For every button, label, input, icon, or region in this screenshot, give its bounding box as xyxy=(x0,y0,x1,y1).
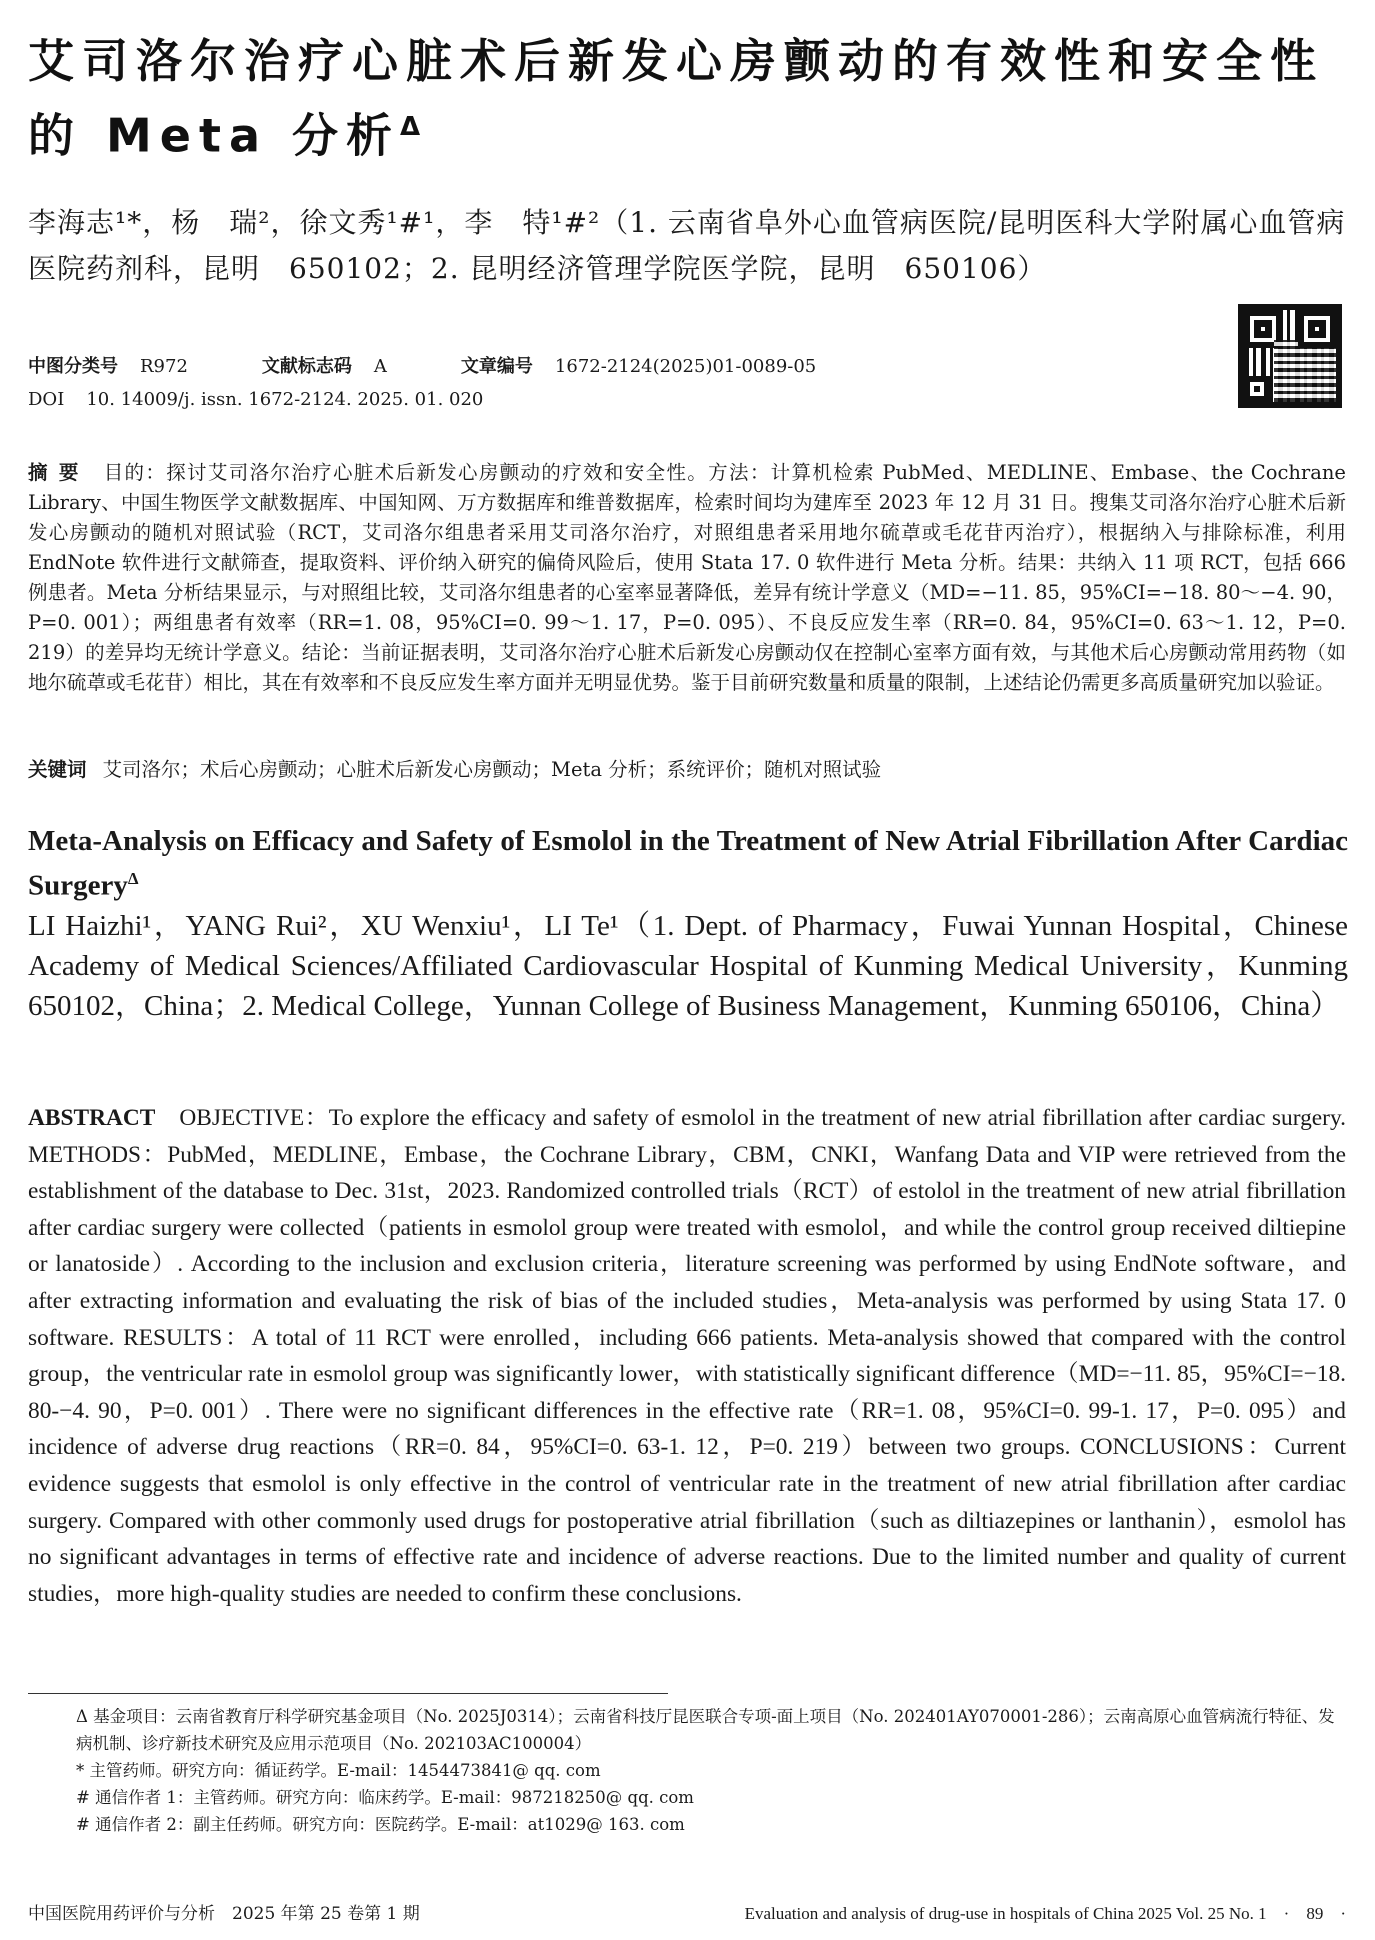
classification-row xyxy=(28,354,816,380)
chinese-authors-affiliations: 李海志¹*，杨 瑞²，徐文秀¹#¹，李 特¹#²（1. 云南省阜外心血管病医院/昆明医科大学附属心血管病医院药剂科，昆明 650102；2. 昆明经济管理学院医学院，昆明 650106） xyxy=(28,206,1346,285)
chinese-abstract-text: 目的：探讨艾司洛尔治疗心脏术后新发心房颤动的疗效和安全性。方法：计算机检索 PubMed、MEDLINE、Embase、the Cochrane Library、中国生物医学文献数据库、中国知网、万方数据库和维普数据库，检索时间均为建库至 2023 年 12 月 31 日。搜集艾司洛尔治疗心脏术后新发心房颤动的随机对照试验（RCT，艾司洛尔组患者采用艾司洛尔治疗，对照组患者采用地尔硫䓬或毛花苷丙治疗），根据纳入与排除标准，利用 EndNote 软件进行文献筛查，提取资料、评价纳入研究的偏倚风险后，使用 Stata 17. 0 软件进行 Meta 分析。结果：共纳入 11 项 RCT，包括 666 例患者。Meta 分析结果显示，与对照组比较，艾司洛尔组患者的心室率显著降低，差异有统计学意义（MD=−11. 85，95%CI=−18. 80～−4. 90，P=0. 001）；两组患者有效率（RR=1. 08，95%CI=0. 99～1. 17，P=0. 095）、不良反应发生率（RR=0. 84，95%CI=0. 63～1. 12，P=0. 219）的差异均无统计学意义。结论：当前证据表明，艾司洛尔治疗心脏术后新发心房颤动仅在控制心室率方面有效，与其他术后心房颤动常用药物（如地尔硫䓬或毛花苷）相比，其在有效率和不良反应发生率方面并无明显优势。鉴于目前研究数量和质量的限制，上述结论仍需更多高质量研究加以验证。 xyxy=(28,461,1346,694)
chinese-title-fund-mark: Δ xyxy=(400,112,421,142)
footnotes xyxy=(28,1703,1346,1838)
footnote-first-author: * 主管药师。研究方向：循证药学。E-mail：1454473841@ qq. com xyxy=(76,1761,601,1780)
chinese-abstract xyxy=(28,458,1346,698)
doc-code-label: 文献标志码 xyxy=(261,356,352,377)
doi-label: DOI xyxy=(28,389,65,410)
english-abstract-text: OBJECTIVE：To explore the efficacy and safety of esmolol in the treatment of new atrial fibrillation after cardiac surgery. METHODS：PubMed，MEDLINE，Embase，the Cochrane Library，CBM，CNKI，Wanfang Data and VIP were retrieved from the establishment of the database to Dec. 31st，2023. Randomized controlled trials（RCT）of estolol in the treatment of new atrial fibrillation after cardiac surgery were collected（patients in esmolol group were treated with esmolol，and while the control group received diltiepine or lanatoside）. According to the inclusion and exclusion criteria，literature screening was performed by using EndNote software，and after extracting information and evaluating the risk of bias of the included studies，Meta-analysis was performed by using Stata 17. 0 software. RESULTS：A total of 11 RCT were enrolled，including 666 patients. Meta-analysis showed that compared with the control group，the ventricular rate in esmolol group was significantly lower，with statistically significant difference（MD=−11. 85，95%CI=−18. 80-−4. 90，P=0. 001）. There were no significant differences in the effective rate（RR=1. 08，95%CI=0. 99-1. 17，P=0. 095）and incidence of adverse drug reactions（RR=0. 84，95%CI=0. 63-1. 12，P=0. 219）between two groups. CONCLUSIONS：Current evidence suggests that esmolol is only effective in the control of ventricular rate in the treatment of new atrial fibrillation after cardiac surgery. Compared with other commonly used drugs for postoperative atrial fibrillation（such as diltiazepines or lanthanin），esmolol has no significant advantages in terms of effective rate and incidence of adverse reactions. Due to the limited number and quality of current studies，more high-quality studies are needed to confirm these conclusions. xyxy=(28,1105,1346,1607)
chinese-abstract-label: 摘要 xyxy=(28,461,90,484)
english-title-fund-mark: Δ xyxy=(127,869,139,888)
doi-value: 10. 14009/j. issn. 1672-2124. 2025. 01. 020 xyxy=(86,389,484,410)
footer-journal-cn: 中国医院用药评价与分析 2025 年第 25 卷第 1 期 xyxy=(28,1904,420,1924)
doi-row xyxy=(28,387,483,413)
chinese-keywords xyxy=(28,755,1346,785)
chinese-title-text: 艾司洛尔治疗心脏术后新发心房颤动的有效性和安全性的 Meta 分析 xyxy=(28,34,1324,163)
qr-code-pattern xyxy=(1274,340,1336,402)
english-abstract-label: ABSTRACT xyxy=(28,1105,156,1131)
chinese-keywords-label: 关键词 xyxy=(28,758,87,781)
article-number-value: 1672-2124(2025)01-0089-05 xyxy=(554,356,817,377)
doc-code-value: A xyxy=(373,356,387,377)
footnote-funding: Δ 基金项目：云南省教育厅科学研究基金项目（No. 2025J0314）；云南省科技厅昆医联合专项-面上项目（No. 202401AY070001-286）；云南高原心血管病流行特征、发病机制、诊疗新技术研究及应用示范项目（No. 202103AC100004） xyxy=(76,1707,1335,1753)
footer-journal-en: Evaluation and analysis of drug-use in hospitals of China 2025 Vol. 25 No. 1 · 89 · xyxy=(744,1904,1346,1923)
footnote-divider xyxy=(28,1693,668,1694)
chinese-keywords-text: 艾司洛尔；术后心房颤动；心脏术后新发心房颤动；Meta 分析；系统评价；随机对照试验 xyxy=(102,758,882,781)
chinese-title xyxy=(28,28,1348,168)
english-title xyxy=(28,822,1348,905)
qr-code-icon[interactable] xyxy=(1238,304,1342,408)
footnote-corresponding-1: # 通信作者 1：主管药师。研究方向：临床药学。E-mail：987218250@ qq. com xyxy=(76,1788,694,1807)
article-number-label: 文章编号 xyxy=(460,356,533,377)
qr-code-finder xyxy=(1244,376,1270,402)
english-abstract xyxy=(28,1100,1346,1612)
clc-value: R972 xyxy=(140,356,188,377)
english-authors-affiliations: LI Haizhi¹，YANG Rui²，XU Wenxiu¹，LI Te¹（1. Dept. of Pharmacy，Fuwai Yunnan Hospital，Chinese Academy of Medical Sciences/Affiliated Cardiovascular Hospital of Kunming Medical University，Kunming 650102，China；2. Medical College，Yunnan College of Business Management，Kunming 650106，China） xyxy=(28,910,1348,1022)
footnote-corresponding-2: # 通信作者 2：副主任药师。研究方向：医院药学。E-mail：at1029@ 163. com xyxy=(76,1815,685,1834)
english-title-text: Meta-Analysis on Efficacy and Safety of Esmolol in the Treatment of New Atrial Fibrillation After Cardiac Surgery xyxy=(28,825,1348,902)
clc-label: 中图分类号 xyxy=(28,356,118,377)
